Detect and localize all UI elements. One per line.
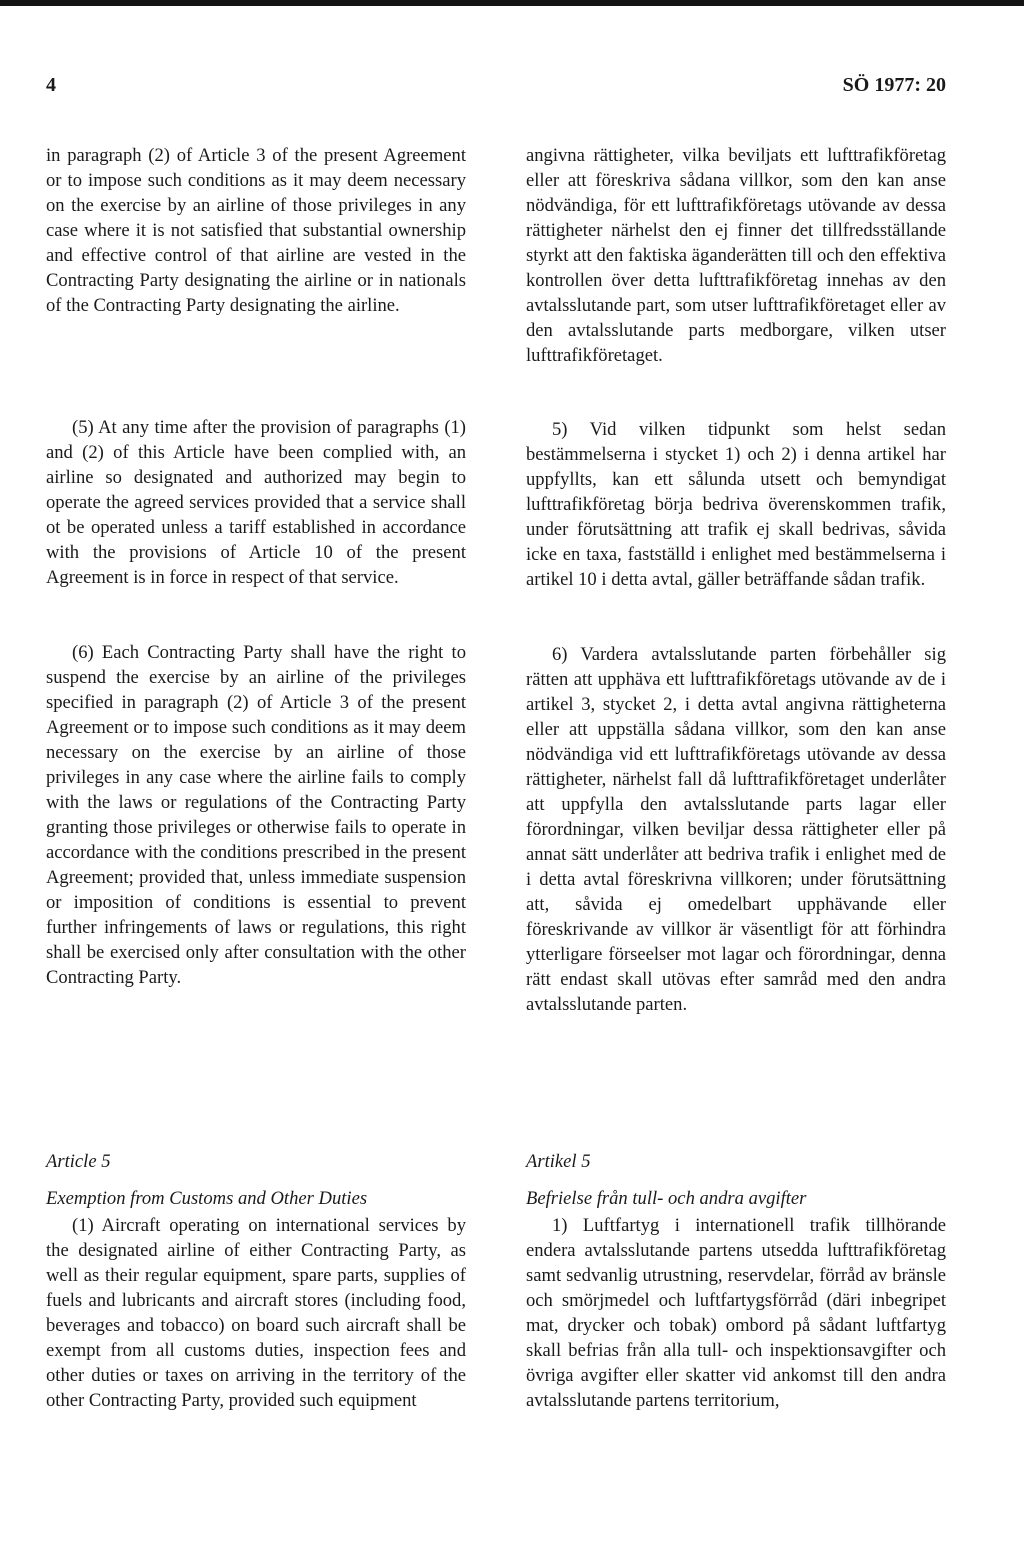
swedish-article-paragraph-1: 1) Luftfartyg i internationell trafik tillhörande endera avtalsslutande partens utsedda lufttrafikföretag samt sedvanlig utrustning, reservdelar, förråd av bränsle och smörjmedel och luftfartygsförråd (däri inbegripet mat, drycker och tobak) ombord på sådant luftfartyg skall befrias från alla tull- och inspektionsavgifter och övriga avgifter eller skatter vid ankomst till den andra avtalsslutande partens territorium, (526, 1214, 946, 1411)
english-article-title: Exemption from Customs and Other Duties (46, 1187, 368, 1209)
page-number: 4 (46, 74, 56, 96)
english-paragraph-5: (5) At any time after the provision of paragraphs (1) and (2) of this Article have been complied with, an airline so designated and authorized may begin to operate the agreed services provided that a service shall ot be operated unless a tariff established in accordance with the provisions of Article 10 of the present Agreement is in force in respect of that service. (46, 416, 466, 588)
swedish-paragraph-5: 5) Vid vilken tidpunkt som helst sedan bestämmelserna i stycket 1) och 2) i denna artikel har uppfyllts, kan ett sålunda utsett och bemyndigat lufttrafikföretag börja bedriva överenskommen trafik, under förutsättning att trafik ej skall bedrivas, såvida icke en taxa, fastställd i enlighet med bestämmelserna i artikel 10 i detta avtal, gäller beträffande sådan trafik. (526, 418, 946, 590)
swedish-article-heading: Artikel 5 (526, 1150, 591, 1172)
english-article-paragraph-1: (1) Aircraft operating on international services by the designated airline of either Contracting Party, as well as their regular equipment, spare parts, supplies of fuels and lubricants and aircraft stores (including food, beverages and tobacco) on board such aircraft shall be exempt from all customs duties, inspection fees and other duties or taxes on arriving in the territory of the other Contracting Party, provided such equipment (46, 1214, 466, 1411)
english-paragraph-continued: in paragraph (2) of Article 3 of the present Agreement or to impose such conditions as it may deem necessary on the exercise by an airline of those privileges in any case where it is not satisfied that substantial ownership and effective control of that airline are vested in the Contracting Party designating the airline or in nationals of the Contracting Party designating the airline. (46, 144, 466, 316)
swedish-article-title: Befrielse från tull- och andra avgifter (526, 1187, 807, 1209)
swedish-paragraph-6: 6) Vardera avtalsslutande parten förbehåller sig rätten att upphäva ett lufttrafikföretags utövande av de i artikel 3, stycket 2, i detta avtal angivna rättigheterna eller att uppställa sådana villkor, som den kan anse nödvändiga vid ett lufttrafikföretags utövande av dessa rättigheter, närhelst fall då lufttrafikföretaget underlåter att uppfylla den avtalsslutande parts lagar eller förordningar, vilken beviljar dessa rättigheter eller på annat sätt underlåter att bedriva trafik i enlighet med de i detta avtal föreskrivna villkoren; under förutsättning att, såvida ej omedelbart upphävande eller föreskrivande av villkor är väsentligt för att förhindra ytterligare förseelser mot lagar och förordningar, denna rätt endast skall utövas efter samråd med den andra avtalsslutande parten. (526, 643, 946, 1016)
english-article-heading: Article 5 (46, 1150, 111, 1172)
top-border-rule (0, 0, 1024, 6)
swedish-paragraph-continued: angivna rättigheter, vilka beviljats ett lufttrafikföretag eller att föreskriva sådana villkor, som den kan anse nödvändiga, för ett lufttrafikföretags utövande av dessa rättigheter närhelst den ej finner det tillfredsställande styrkt att den faktiska äganderätten till och den effektiva kontrollen över detta lufttrafikföretag innehas av den avtalsslutande part, som utser lufttrafikföretaget eller av den avtalsslutande parts medborgare, vilken utser lufttrafikföretaget. (526, 144, 946, 366)
page-header (46, 74, 946, 100)
english-paragraph-6: (6) Each Contracting Party shall have the right to suspend the exercise by an airline of the privileges specified in paragraph (2) of Article 3 of the present Agreement or to impose such conditions as it may deem necessary on the exercise by an airline of those privileges in any case where the airline fails to comply with the laws or regulations of the Contracting Party granting those privileges or otherwise fails to operate in accordance with the conditions prescribed in the present Agreement; provided that, unless immediate suspension or imposition of conditions is essential to prevent further infringements of laws or regulations, this right shall be exercised only after consultation with the other Contracting Party. (46, 641, 466, 989)
document-reference: SÖ 1977: 20 (842, 74, 946, 96)
